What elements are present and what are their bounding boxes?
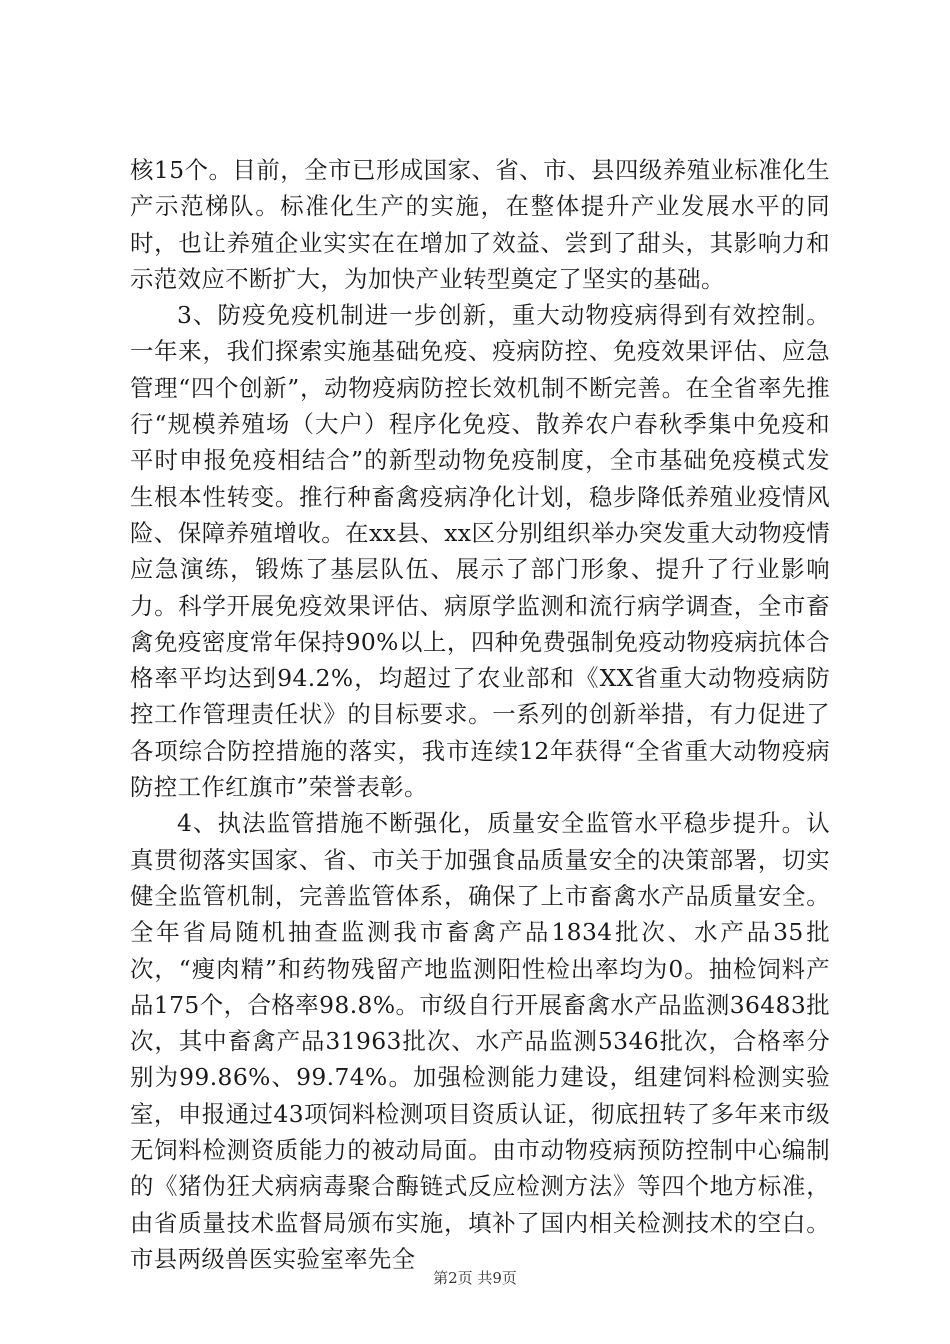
document-body [130, 152, 830, 1277]
paragraph-standardization-summary: 核15个。目前，全市已形成国家、省、市、县四级养殖业标准化生产示范梯队。标准化生产的实施，在整体提升产业发展水平的同时，也让养殖企业实实在在增加了效益、尝到了甜头，其影响力和示范效应不断扩大，为加快产业转型奠定了坚实的基础。 [130, 156, 830, 293]
paragraph-epidemic-prevention: 3、防疫免疫机制进一步创新，重大动物疫病得到有效控制。一年来，我们探索实施基础免疫、疫病防控、免疫效果评估、应急管理“四个创新”，动物疫病防控长效机制不断完善。在全省率先推行“规模养殖场（大户）程序化免疫、散养农户春秋季集中免疫和平时申报免疫相结合”的新型动物免疫制度，全市基础免疫模式发生根本性转变。推行种畜禽疫病净化计划，稳步降低养殖业疫情风险、保障养殖增收。在xx县、xx区分别组织举办突发重大动物疫情应急演练，锻炼了基层队伍、展示了部门形象、提升了行业影响力。科学开展免疫效果评估、病原学监测和流行病学调查，全市畜禽免疫密度常年保持90%以上，四种免费强制免疫动物疫病抗体合格率平均达到94.2%，均超过了农业部和《XX省重大动物疫病防控工作管理责任状》的目标要求。一系列的创新举措，有力促进了各项综合防控措施的落实，我市连续12年获得“全省重大动物疫病防控工作红旗市”荣誉表彰。 [130, 301, 830, 802]
page-number-footer: 第2页 共9页 [433, 1269, 517, 1287]
paragraph-quality-supervision: 4、执法监管措施不断强化，质量安全监管水平稳步提升。认真贯彻落实国家、省、市关于加强食品质量安全的决策部署，切实健全监管机制，完善监管体系，确保了上市畜禽水产品质量安全。全年省局随机抽查监测我市畜禽产品1834批次、水产品35批次，“瘦肉精”和药物残留产地监测阳性检出率均为0。抽检饲料产品175个，合格率98.8%。市级自行开展畜禽水产品监测36483批次，其中畜禽产品31963批次、水产品监测5346批次，合格率分别为99.86%、99.74%。加强检测能力建设，组建饲料检测实验室，申报通过43项饲料检测项目资质认证，彻底扭转了多年来市级无饲料检测资质能力的被动局面。由市动物疫病预防控制中心编制的《猪伪狂犬病病毒聚合酶链式反应检测方法》等四个地方标准，由省质量技术监督局颁布实施，填补了国内相关检测技术的空白。市县两级兽医实验室率先全 [130, 809, 830, 1273]
